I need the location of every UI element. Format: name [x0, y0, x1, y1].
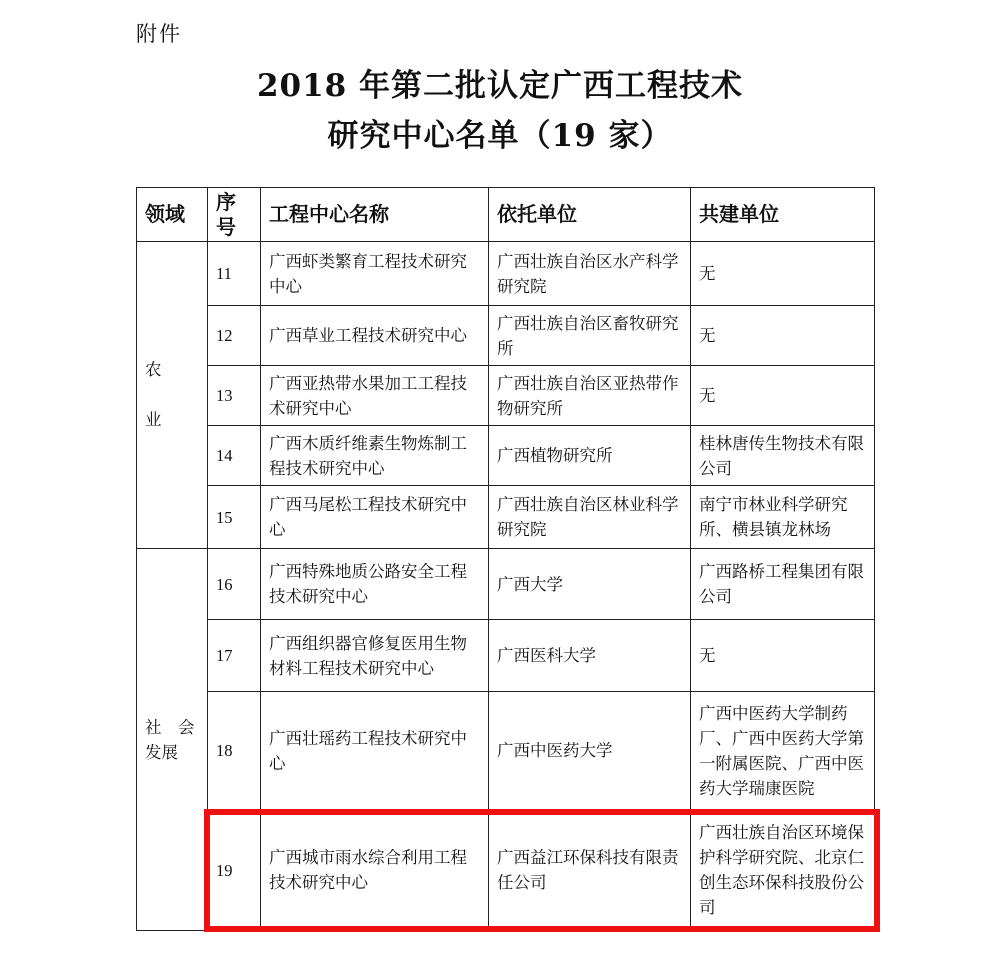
name-cell: 广西城市雨水综合利用工程技术研究中心	[261, 810, 489, 931]
table-row	[137, 549, 875, 620]
name-cell: 广西木质纤维素生物炼制工程技术研究中心	[261, 426, 489, 486]
partner-cell: 无	[691, 366, 875, 426]
table-row	[137, 366, 875, 426]
host-cell: 广西益江环保科技有限责任公司	[489, 810, 691, 931]
engineering-center-table	[136, 187, 875, 931]
seq-cell: 15	[208, 486, 261, 549]
name-cell: 广西特殊地质公路安全工程技术研究中心	[261, 549, 489, 620]
host-cell: 广西大学	[489, 549, 691, 620]
document-title-line-2: 研究中心名单（19 家）	[327, 118, 673, 154]
seq-cell: 18	[208, 692, 261, 810]
document-title-line-1: 2018 年第二批认定广西工程技术	[256, 68, 744, 104]
host-cell: 广西医科大学	[489, 620, 691, 692]
table-row	[137, 620, 875, 692]
table-row-highlighted	[137, 810, 875, 931]
table-header-row	[137, 188, 875, 242]
host-cell: 广西植物研究所	[489, 426, 691, 486]
host-cell: 广西壮族自治区水产科学研究院	[489, 242, 691, 306]
name-cell: 广西壮瑶药工程技术研究中心	[261, 692, 489, 810]
partner-cell: 桂林唐传生物技术有限公司	[691, 426, 875, 486]
seq-cell: 17	[208, 620, 261, 692]
domain-cell-social-development	[137, 549, 208, 931]
partner-cell: 无	[691, 306, 875, 366]
seq-cell: 12	[208, 306, 261, 366]
name-cell: 广西组织器官修复医用生物材料工程技术研究中心	[261, 620, 489, 692]
partner-cell: 广西中医药大学制药厂、广西中医药大学第一附属医院、广西中医药大学瑞康医院	[691, 692, 875, 810]
domain-cell-agriculture	[137, 242, 208, 549]
column-header-name: 工程中心名称	[261, 188, 489, 242]
table-row	[137, 692, 875, 810]
seq-cell: 16	[208, 549, 261, 620]
seq-cell: 11	[208, 242, 261, 306]
column-header-seq-text: 序号	[216, 189, 236, 239]
host-cell: 广西壮族自治区亚热带作物研究所	[489, 366, 691, 426]
column-header-domain: 领域	[137, 188, 208, 242]
name-cell: 广西马尾松工程技术研究中心	[261, 486, 489, 549]
partner-cell: 南宁市林业科学研究所、横县镇龙林场	[691, 486, 875, 549]
seq-cell: 13	[208, 366, 261, 426]
column-header-seq	[208, 188, 261, 242]
domain-line: 社 会	[145, 717, 195, 737]
seq-cell: 19	[208, 810, 261, 931]
table-row	[137, 242, 875, 306]
attachment-label: 附件	[136, 22, 182, 46]
name-cell: 广西草业工程技术研究中心	[261, 306, 489, 366]
domain-line: 发展	[145, 742, 178, 762]
domain-char: 农	[145, 360, 162, 379]
seq-cell: 14	[208, 426, 261, 486]
name-cell: 广西虾类繁育工程技术研究中心	[261, 242, 489, 306]
name-cell: 广西亚热带水果加工工程技术研究中心	[261, 366, 489, 426]
partner-cell: 无	[691, 242, 875, 306]
partner-cell: 无	[691, 620, 875, 692]
domain-char: 业	[145, 410, 162, 429]
partner-cell: 广西路桥工程集团有限公司	[691, 549, 875, 620]
table-row	[137, 486, 875, 549]
host-cell: 广西壮族自治区畜牧研究所	[489, 306, 691, 366]
table-row	[137, 306, 875, 366]
table-row	[137, 426, 875, 486]
column-header-partner: 共建单位	[691, 188, 875, 242]
partner-cell: 广西壮族自治区环境保护科学研究院、北京仁创生态环保科技股份公司	[691, 810, 875, 931]
column-header-host: 依托单位	[489, 188, 691, 242]
host-cell: 广西壮族自治区林业科学研究院	[489, 486, 691, 549]
host-cell: 广西中医药大学	[489, 692, 691, 810]
